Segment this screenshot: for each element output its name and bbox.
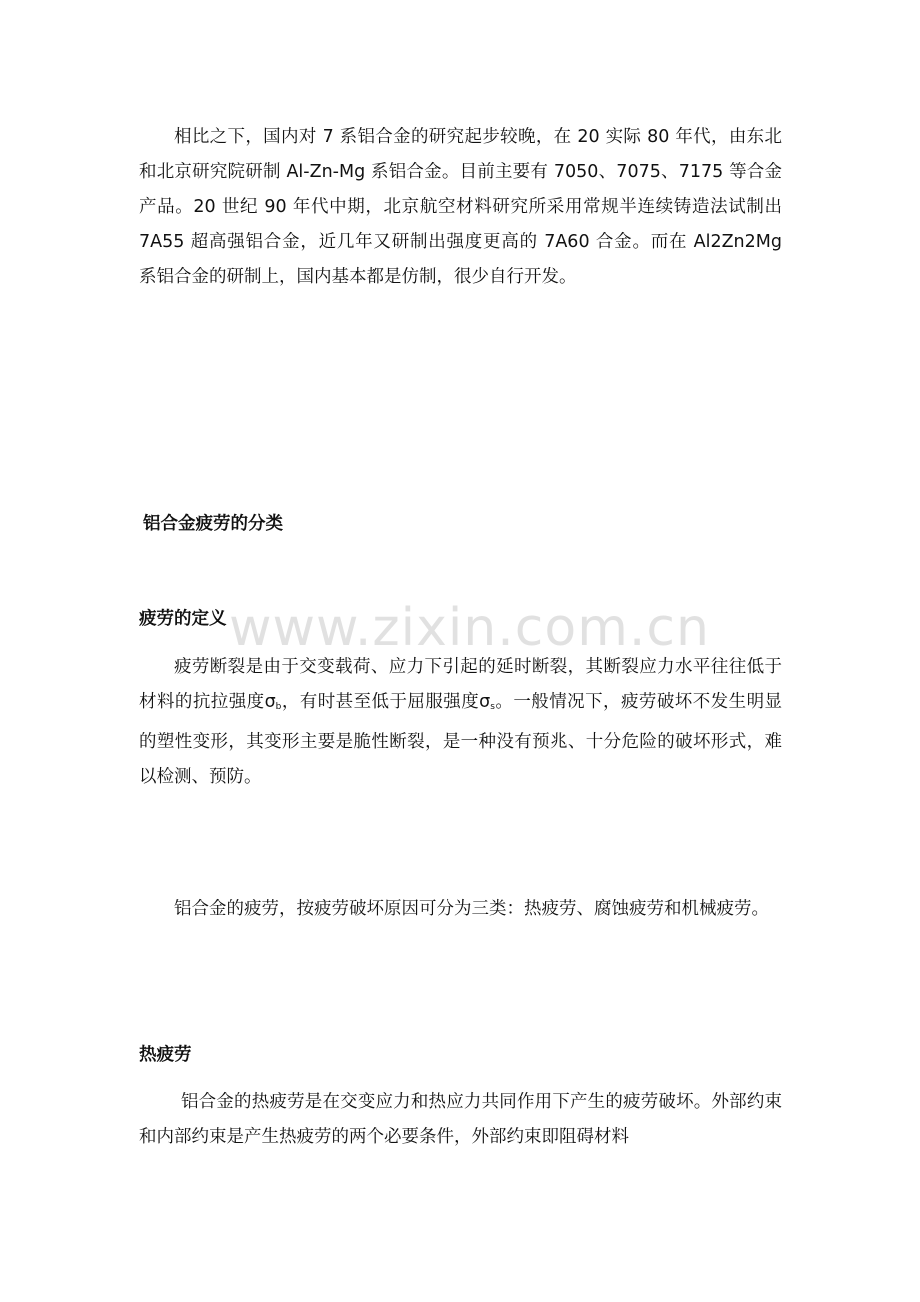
- fatigue-definition-text-b: ，有时甚至低于屈服强度σ: [281, 692, 491, 712]
- fatigue-definition-text-c: 。一般情况下，疲劳破坏不发生明显的塑性变形，其变形主要是脆性断裂，是一种没有预兆、十分危险的破坏形式，难以检测、预防。: [139, 692, 783, 787]
- tensile-strength-subscript: b: [275, 702, 282, 712]
- paragraph-domestic-research: 相比之下，国内对 7 系铝合金的研究起步较晚，在 20 实际 80 年代，由东北和北京研究院研制 Al-Zn-Mg 系铝合金。目前主要有 7050、7075、7175 等合金产品。20 世纪 90 年代中期，北京航空材料研究所采用常规半连续铸造法试制出 7A55 超高强铝合金，近几年又研制出强度更高的 7A60 合金。而在 Al2Zn2Mg 系铝合金的研制上，国内基本都是仿制，很少自行开发。: [139, 127, 782, 287]
- paragraph-thermal-fatigue: 铝合金的热疲劳是在交变应力和热应力共同作用下产生的疲劳破坏。外部约束和内部约束是产生热疲劳的两个必要条件，外部约束即阻碍材料: [139, 1092, 782, 1147]
- subheading-fatigue-definition: 疲劳的定义: [139, 609, 227, 629]
- section-heading-fatigue-classification: 铝合金疲劳的分类: [143, 514, 283, 534]
- site-watermark: www.zixin.com.cn: [229, 598, 710, 658]
- fatigue-definition-text-a: 疲劳断裂是由于交变载荷、应力下引起的延时断裂，其断裂应力水平往往低于材料的抗拉强度σ: [139, 657, 782, 712]
- paragraph-fatigue-definition: [139, 650, 782, 795]
- subheading-thermal-fatigue: 热疲劳: [139, 1045, 192, 1065]
- yield-strength-subscript: s: [490, 702, 495, 712]
- paragraph-fatigue-types: 铝合金的疲劳，按疲劳破坏原因可分为三类：热疲劳、腐蚀疲劳和机械疲劳。: [174, 899, 769, 919]
